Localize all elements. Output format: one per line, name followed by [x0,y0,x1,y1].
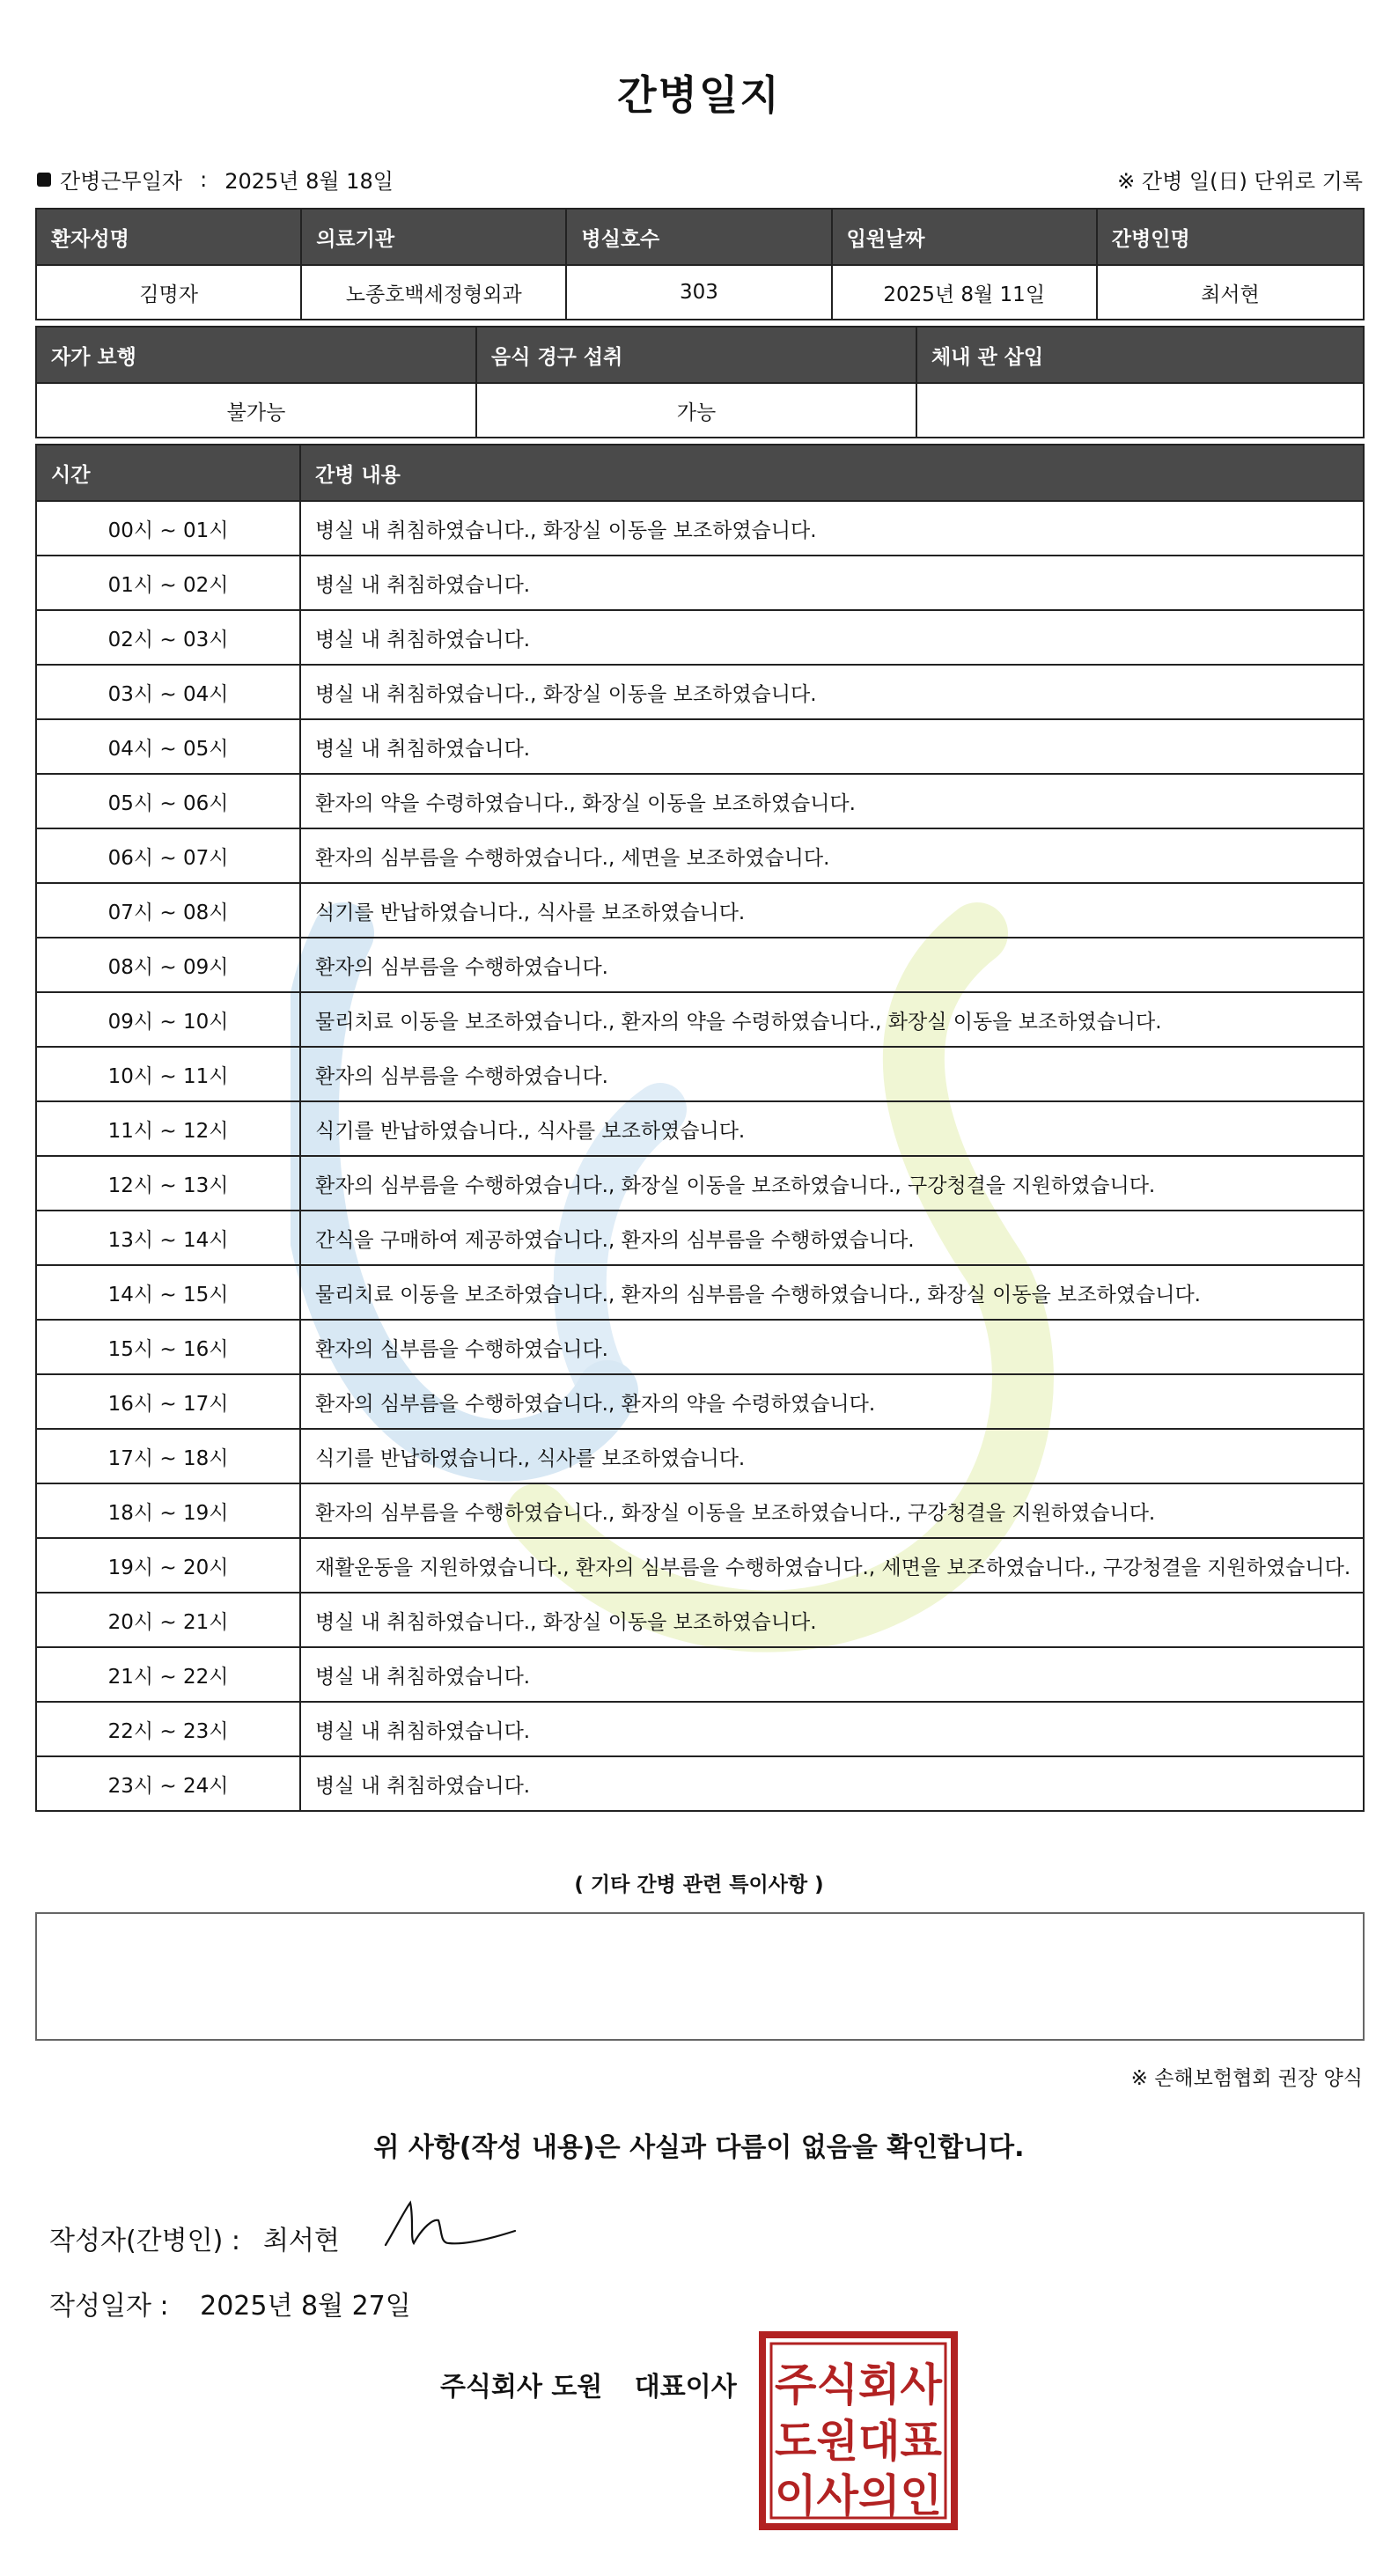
care-log-time: 01시 ~ 02시 [37,556,301,609]
association-note: ※ 손해보험협회 권장 양식 [1130,2067,1363,2090]
care-log-content: 병실 내 취침하였습니다., 화장실 이동을 보조하였습니다. [315,682,817,706]
admission-date-value: 2025년 8월 11일 [833,264,1098,319]
care-log-content: 식기를 반납하였습니다., 식사를 보조하였습니다. [315,1119,746,1143]
care-log-row [37,773,1363,828]
care-log-row [37,1046,1363,1100]
writer-name: 최서현 [262,2226,340,2256]
header-tube-insertion: 체내 관 삽입 [917,328,1363,382]
care-log-time: 02시 ~ 03시 [37,611,301,664]
header-admission-date: 입원날짜 [833,210,1098,264]
care-log-row [37,1319,1363,1373]
header-self-walking: 자가 보행 [37,328,477,382]
company-seal-stamp [759,2331,958,2530]
care-log-row [37,1755,1363,1810]
write-date-value: 2025년 8월 27일 [200,2291,411,2322]
care-log-content: 물리치료 이동을 보조하였습니다., 환자의 약을 수령하였습니다., 화장실 이동을 보조하였습니다. [315,1010,1162,1034]
care-log-time: 10시 ~ 11시 [37,1048,301,1100]
care-log-content: 병실 내 취침하였습니다., 화장실 이동을 보조하였습니다. [315,519,817,542]
hospital-value: 노종호백세정형외과 [302,264,567,319]
care-log-content: 병실 내 취침하였습니다. [315,737,531,761]
status-value-row [37,382,1363,437]
care-log-content: 병실 내 취침하였습니다. [315,1774,531,1798]
svg-text:이사의인: 이사의인 [775,2470,942,2521]
header-care-content: 간병 내용 [315,463,401,487]
care-log-content: 병실 내 취침하였습니다. [315,628,531,651]
care-log-content: 병실 내 취침하였습니다. [315,573,531,597]
writer-label: 작성자(간병인) : [49,2226,240,2256]
care-log-content: 병실 내 취침하였습니다. [315,1719,531,1743]
care-log-row [37,500,1363,555]
care-log-content: 간식을 구매하여 제공하였습니다., 환자의 심부름을 수행하였습니다. [315,1228,915,1252]
patient-info-value-row [37,264,1363,319]
care-log-row [37,991,1363,1046]
care-log-content: 환자의 심부름을 수행하였습니다., 세면을 보조하였습니다. [315,846,830,870]
status-header-row [37,328,1363,382]
work-date-row [37,164,394,195]
care-log-time: 08시 ~ 09시 [37,938,301,991]
self-walking-value: 불가능 [37,382,477,437]
care-log-row [37,828,1363,882]
care-log-content: 병실 내 취침하였습니다., 화장실 이동을 보조하였습니다. [315,1610,817,1634]
care-log-content: 환자의 심부름을 수행하였습니다., 화장실 이동을 보조하였습니다., 구강청결을 지원하였습니다. [315,1501,1156,1525]
patient-status-table [35,326,1365,438]
care-log-time: 13시 ~ 14시 [37,1211,301,1264]
care-log-time: 11시 ~ 12시 [37,1102,301,1155]
care-log-time: 15시 ~ 16시 [37,1321,301,1373]
care-log-content: 환자의 심부름을 수행하였습니다. [315,1337,608,1361]
care-log-content: 병실 내 취침하였습니다. [315,1665,531,1689]
care-log-row [37,1701,1363,1755]
care-log-time: 22시 ~ 23시 [37,1703,301,1755]
care-log-time: 17시 ~ 18시 [37,1430,301,1483]
care-log-row [37,1483,1363,1537]
header-room-number: 병실호수 [567,210,832,264]
work-date-value: 2025년 8월 18일 [224,169,394,194]
care-log-time: 05시 ~ 06시 [37,775,301,828]
care-log-time: 16시 ~ 17시 [37,1375,301,1428]
care-log-content: 환자의 심부름을 수행하였습니다. [315,955,608,979]
care-log-time: 09시 ~ 10시 [37,993,301,1046]
svg-text:주식회사: 주식회사 [775,2359,943,2410]
care-log-row [37,1592,1363,1646]
care-log-row [37,937,1363,991]
write-date-row [49,2284,411,2322]
header-hospital: 의료기관 [302,210,567,264]
care-log-content: 환자의 심부름을 수행하였습니다., 환자의 약을 수령하였습니다. [315,1392,876,1416]
care-log-header-row [37,445,1363,500]
care-log-time: 12시 ~ 13시 [37,1157,301,1210]
care-log-time: 03시 ~ 04시 [37,666,301,718]
patient-name-value: 김명자 [37,264,302,319]
care-log-row [37,1428,1363,1483]
care-log-time: 19시 ~ 20시 [37,1539,301,1592]
record-note: ※ 간병 일(日) 단위로 기록 [1117,169,1363,194]
company-row [440,2365,737,2403]
care-log-time: 00시 ~ 01시 [37,502,301,555]
room-number-value: 303 [567,264,832,319]
svg-text:도원대표: 도원대표 [775,2416,943,2467]
care-log-row [37,1264,1363,1319]
care-log-content: 환자의 약을 수령하였습니다., 화장실 이동을 보조하였습니다. [315,791,856,815]
company-role: 대표이사 [634,2372,737,2403]
care-log-row [37,1373,1363,1428]
care-log-row [37,609,1363,664]
writer-row [49,2219,340,2257]
oral-intake-value: 가능 [477,382,917,437]
care-log-time: 07시 ~ 08시 [37,884,301,937]
care-log-row [37,1537,1363,1592]
care-log-row [37,718,1363,773]
care-log-content: 환자의 심부름을 수행하였습니다., 화장실 이동을 보조하였습니다., 구강청결을 지원하였습니다. [315,1174,1156,1197]
special-notes-box [35,1912,1365,2041]
confirmation-statement: 위 사항(작성 내용)은 사실과 다름이 없음을 확인합니다. [373,2132,1025,2163]
work-date-label: 간병근무일자 [60,169,183,194]
care-log-content: 식기를 반납하였습니다., 식사를 보조하였습니다. [315,901,746,924]
work-date-separator: : [200,166,208,192]
care-log-time: 06시 ~ 07시 [37,829,301,882]
handwritten-signature [379,2192,519,2263]
care-log-row [37,664,1363,718]
care-log-time: 04시 ~ 05시 [37,720,301,773]
care-log-row [37,555,1363,609]
care-log-row [37,1646,1363,1701]
care-log-time: 21시 ~ 22시 [37,1648,301,1701]
patient-info-grid [35,208,1365,320]
care-log-table [35,444,1365,1812]
care-log-content: 물리치료 이동을 보조하였습니다., 환자의 심부름을 수행하였습니다., 화장실 이동을 보조하였습니다. [315,1283,1201,1306]
care-log-row [37,1155,1363,1210]
care-log-row [37,1100,1363,1155]
care-log-content: 환자의 심부름을 수행하였습니다. [315,1064,608,1088]
header-oral-intake: 음식 경구 섭취 [477,328,917,382]
caregiver-name-value: 최서현 [1098,264,1363,319]
write-date-label: 작성일자 : [49,2291,169,2322]
tube-insertion-value [917,382,1363,437]
care-log-time: 14시 ~ 15시 [37,1266,301,1319]
care-log-row [37,882,1363,937]
special-notes-title: ( 기타 간병 관련 특이사항 ) [574,1873,824,1896]
company-name: 주식회사 도원 [440,2372,603,2403]
care-log-time: 20시 ~ 21시 [37,1593,301,1646]
header-time: 시간 [37,445,301,500]
header-patient-name: 환자성명 [37,210,302,264]
care-log-time: 18시 ~ 19시 [37,1484,301,1537]
care-log-rows [37,500,1363,1810]
care-log-time: 23시 ~ 24시 [37,1757,301,1810]
patient-info-header-row [37,210,1363,264]
care-log-row [37,1210,1363,1264]
header-caregiver-name: 간병인명 [1098,210,1363,264]
square-bullet-icon [37,173,51,187]
page-title: 간병일지 [617,71,781,119]
care-log-content: 재활운동을 지원하였습니다., 환자의 심부름을 수행하였습니다., 세면을 보조하였습니다., 구강청결을 지원하였습니다. [315,1556,1351,1579]
care-log-content: 식기를 반납하였습니다., 식사를 보조하였습니다. [315,1446,746,1470]
